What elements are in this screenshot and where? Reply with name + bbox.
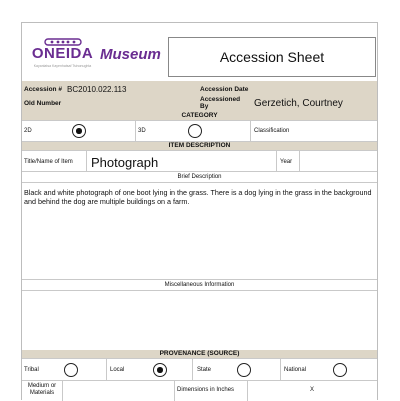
provenance-national-label: National xyxy=(284,367,307,373)
category-2d-radio[interactable] xyxy=(72,124,86,138)
category-header: CATEGORY xyxy=(22,112,377,120)
provenance-header: PROVENANCE (SOURCE) xyxy=(22,350,377,358)
category-3d-label: 3D xyxy=(138,128,146,134)
provenance-tribal-radio[interactable] xyxy=(64,363,78,377)
accession-date-label: Accession Date xyxy=(200,86,249,93)
accession-sheet xyxy=(21,22,378,400)
year-label: Year xyxy=(280,159,293,165)
misc-info-label: Miscellaneous Information xyxy=(164,282,235,288)
logo-name: ONEIDA xyxy=(31,45,94,62)
provenance-local-label: Local xyxy=(110,367,125,373)
provenance-state-radio[interactable] xyxy=(237,363,251,377)
provenance-local-radio[interactable] xyxy=(153,363,167,377)
provenance-tribal-label: Tribal xyxy=(24,367,39,373)
logo-tagline: Kayanlatsa Kayenhatsaf Tsinonughta xyxy=(33,64,92,68)
page-title: Accession Sheet xyxy=(168,37,376,77)
accession-number-label: Accession # xyxy=(24,86,62,93)
classification-label: Classification xyxy=(254,128,290,134)
misc-info-field[interactable] xyxy=(22,291,377,349)
provenance-state-label: State xyxy=(197,367,212,373)
accession-number-value[interactable]: BC2010.022.113 xyxy=(67,85,127,94)
accessioned-by-label: Accessioned By xyxy=(200,96,241,110)
category-3d-radio[interactable] xyxy=(188,124,202,138)
brief-description-label: Brief Description xyxy=(177,174,222,180)
museum-label: Museum xyxy=(100,46,161,63)
dimensions-x-separator: X xyxy=(310,387,315,393)
dimensions-label: Dimensions in Inches xyxy=(177,387,235,393)
item-title-value[interactable]: Photograph xyxy=(91,155,159,170)
item-title-label: Title/Name of Item xyxy=(24,159,73,165)
category-2d-label: 2D xyxy=(24,128,32,134)
medium-materials-field[interactable] xyxy=(63,381,173,401)
item-description-header: ITEM DESCRIPTION xyxy=(22,142,377,150)
accessioned-by-value[interactable]: Gerzetich, Courtney xyxy=(254,98,343,109)
old-number-label: Old Number xyxy=(24,100,62,107)
provenance-national-radio[interactable] xyxy=(333,363,347,377)
oneida-logo xyxy=(22,23,103,81)
medium-materials-label: Medium or Materials xyxy=(27,383,57,396)
brief-description-text[interactable]: Black and white photograph of one boot lying in the grass. There is a dog lying in the grass in the background and behind the dog are multiple buildings on a farm. xyxy=(24,188,372,206)
